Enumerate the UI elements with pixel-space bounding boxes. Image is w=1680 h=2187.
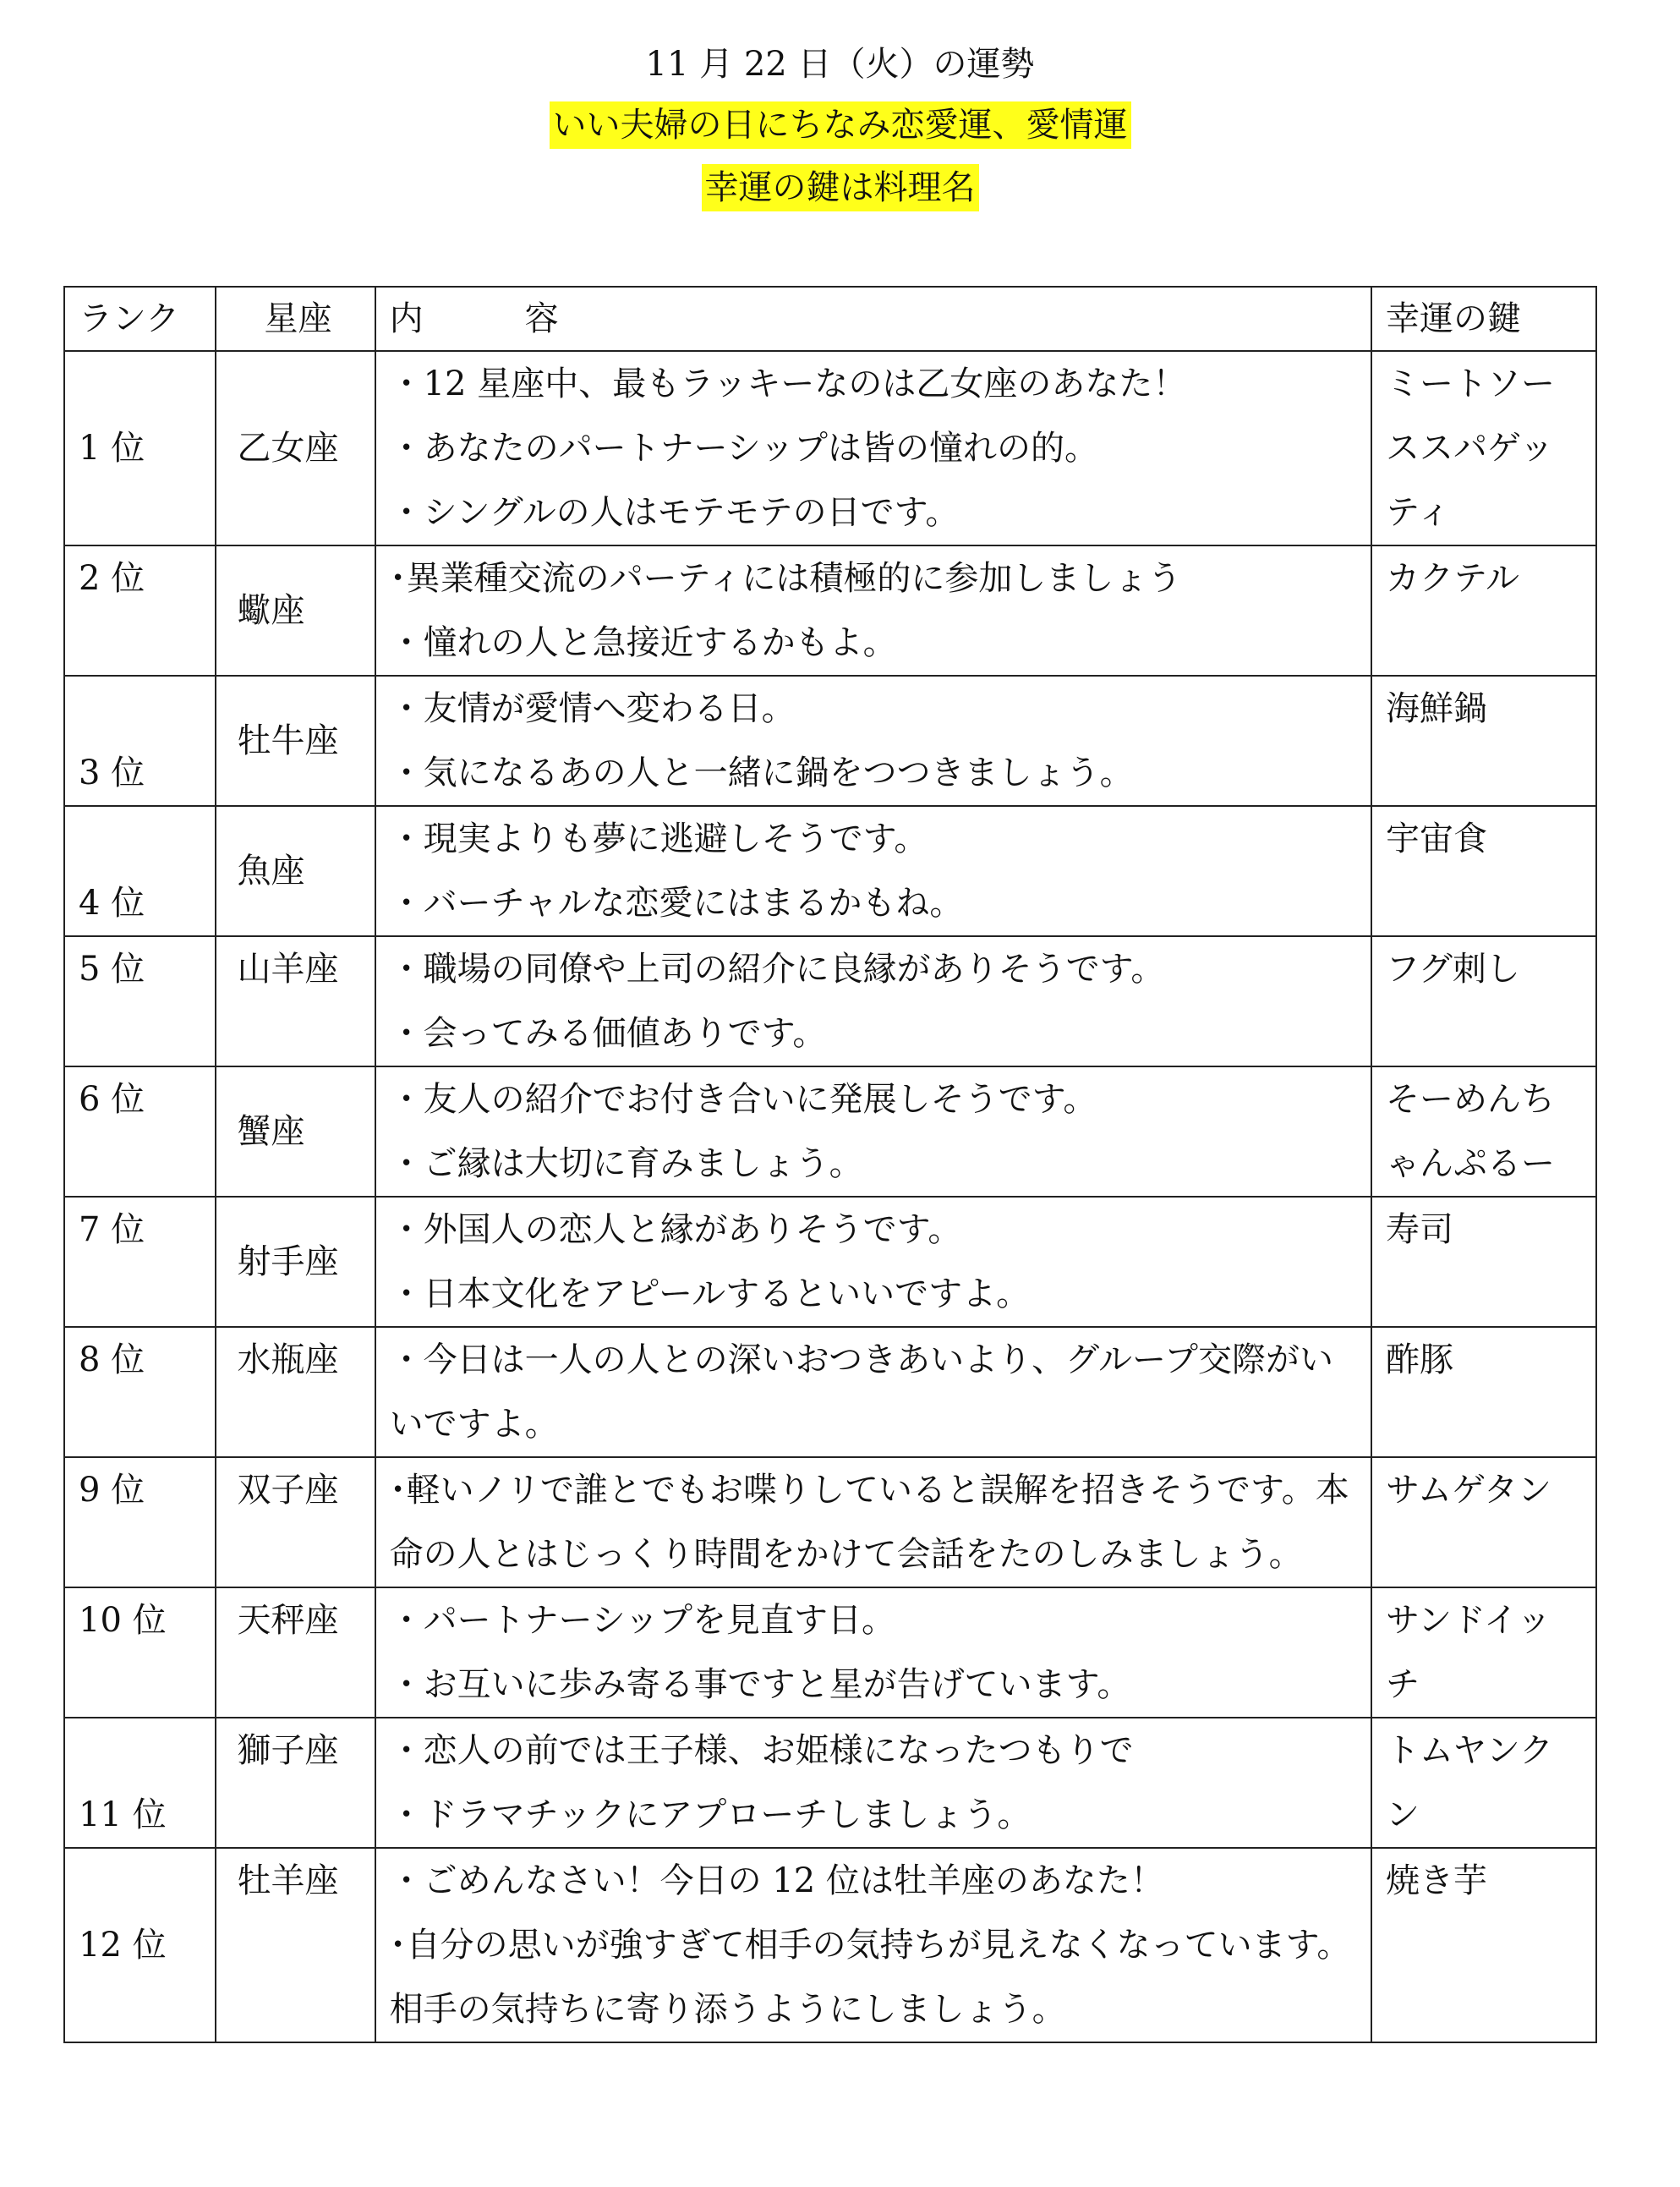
content-line: ・お互いに歩み寄る事ですと星が告げています。 bbox=[389, 1665, 1131, 1704]
page-title bbox=[0, 41, 1680, 88]
content-line: ・外国人の恋人と縁がありそうです。 bbox=[389, 1210, 962, 1249]
sign-cell: 牡牛座 bbox=[216, 676, 375, 806]
lucky-key-cell: カクテル bbox=[1371, 545, 1596, 676]
table-row bbox=[64, 936, 1596, 1066]
subtitle-lucky-key bbox=[0, 164, 1680, 211]
table-row bbox=[64, 1587, 1596, 1718]
content-line: ・バーチャルな恋愛にはまるかもね。 bbox=[389, 884, 964, 923]
content-cell bbox=[375, 1197, 1371, 1327]
lucky-key-cell: トムヤンクン bbox=[1371, 1718, 1596, 1848]
table-row bbox=[64, 1457, 1596, 1587]
content-line: ・友情が愛情へ変わる日。 bbox=[389, 689, 796, 728]
content-line: ・12 星座中、最もラッキーなのは乙女座のあなた！ bbox=[389, 364, 1187, 403]
table-header-row bbox=[64, 287, 1596, 351]
table-row bbox=[64, 1066, 1596, 1197]
sign-cell: 蟹座 bbox=[216, 1066, 375, 1197]
table-row bbox=[64, 1327, 1596, 1457]
content-line: ・憧れの人と急接近するかもよ。 bbox=[389, 623, 897, 662]
content-cell bbox=[375, 1718, 1371, 1848]
subtitle-love-fortune-text: いい夫婦の日にちなみ恋愛運、愛情運 bbox=[550, 101, 1131, 149]
header-content: 内 容 bbox=[375, 287, 1371, 351]
lucky-key-cell: 酢豚 bbox=[1371, 1327, 1596, 1457]
table-row bbox=[64, 1197, 1596, 1327]
rank-cell: 12 位 bbox=[64, 1848, 216, 2042]
content-line: ･異業種交流のパーティには積極的に参加しましょう bbox=[389, 559, 1182, 598]
content-line: ・シングルの人はモテモテの日です。 bbox=[389, 493, 960, 532]
header-rank: ランク bbox=[64, 287, 216, 351]
content-cell bbox=[375, 1587, 1371, 1718]
table-row bbox=[64, 545, 1596, 676]
content-cell bbox=[375, 1066, 1371, 1197]
rank-cell: 2 位 bbox=[64, 545, 216, 676]
lucky-key-cell: ミートソーススパゲッティ bbox=[1371, 351, 1596, 545]
rank-cell: 1 位 bbox=[64, 351, 216, 545]
rank-cell: 10 位 bbox=[64, 1587, 216, 1718]
lucky-key-cell: そーめんちゃんぷるー bbox=[1371, 1066, 1596, 1197]
content-cell bbox=[375, 936, 1371, 1066]
content-line: ・友人の紹介でお付き合いに発展しそうです。 bbox=[389, 1080, 1097, 1119]
rank-cell: 11 位 bbox=[64, 1718, 216, 1848]
content-line: ・あなたのパートナーシップは皆の憧れの的。 bbox=[389, 429, 1098, 468]
sign-cell: 双子座 bbox=[216, 1457, 375, 1587]
sign-cell: 水瓶座 bbox=[216, 1327, 375, 1457]
content-line: ・恋人の前では王子様、お姫様になったつもりで bbox=[389, 1731, 1134, 1770]
page-title-text: 11 月 22 日（火）の運勢 bbox=[645, 45, 1035, 84]
content-line: ・現実よりも夢に逃避しそうです。 bbox=[389, 819, 928, 858]
table-row bbox=[64, 1718, 1596, 1848]
rank-cell: 9 位 bbox=[64, 1457, 216, 1587]
lucky-key-cell: 焼き芋 bbox=[1371, 1848, 1596, 2042]
rank-cell: 4 位 bbox=[64, 806, 216, 936]
sign-cell: 蠍座 bbox=[216, 545, 375, 676]
table-row bbox=[64, 806, 1596, 936]
sign-cell: 山羊座 bbox=[216, 936, 375, 1066]
lucky-key-cell: フグ刺し bbox=[1371, 936, 1596, 1066]
lucky-key-cell: 海鮮鍋 bbox=[1371, 676, 1596, 806]
fortune-table bbox=[63, 286, 1597, 2043]
content-line: ・ご縁は大切に育みましょう。 bbox=[389, 1144, 863, 1183]
content-line: ・会ってみる価値ありです。 bbox=[389, 1014, 827, 1053]
rank-cell: 8 位 bbox=[64, 1327, 216, 1457]
lucky-key-cell: サンドイッチ bbox=[1371, 1587, 1596, 1718]
sign-cell: 牡羊座 bbox=[216, 1848, 375, 2042]
content-cell: ・今日は一人の人との深いおつきあいより、グループ交際がいいですよ。 bbox=[375, 1327, 1371, 1457]
content-line: ・パートナーシップを見直す日。 bbox=[389, 1601, 895, 1640]
rank-cell: 3 位 bbox=[64, 676, 216, 806]
rank-cell: 5 位 bbox=[64, 936, 216, 1066]
subtitle-love-fortune bbox=[0, 101, 1680, 149]
table-row bbox=[64, 676, 1596, 806]
rank-cell: 6 位 bbox=[64, 1066, 216, 1197]
sign-cell: 魚座 bbox=[216, 806, 375, 936]
lucky-key-cell: サムゲタン bbox=[1371, 1457, 1596, 1587]
content-line: ・ドラマチックにアプローチしましょう。 bbox=[389, 1795, 1032, 1834]
content-cell bbox=[375, 351, 1371, 545]
content-cell: ･軽いノリで誰とでもお喋りしていると誤解を招きそうです。本命の人とはじっくり時間をかけて会話をたのしみましょう。 bbox=[375, 1457, 1371, 1587]
content-line: ・気になるあの人と一緒に鍋をつつきましょう。 bbox=[389, 754, 1134, 792]
lucky-key-cell: 寿司 bbox=[1371, 1197, 1596, 1327]
content-line: ・職場の同僚や上司の紹介に良縁がありそうです。 bbox=[389, 950, 1165, 989]
content-cell bbox=[375, 806, 1371, 936]
content-cell bbox=[375, 1848, 1371, 2042]
table-row bbox=[64, 351, 1596, 545]
sign-cell: 乙女座 bbox=[216, 351, 375, 545]
content-line: ・日本文化をアピールするといいですよ。 bbox=[389, 1274, 1031, 1313]
sign-cell: 天秤座 bbox=[216, 1587, 375, 1718]
content-line: ・ごめんなさい！今日の 12 位は牡羊座のあなた！ bbox=[389, 1861, 1164, 1900]
header-sign: 星座 bbox=[216, 287, 375, 351]
subtitle-lucky-key-text: 幸運の鍵は料理名 bbox=[702, 164, 979, 211]
rank-cell: 7 位 bbox=[64, 1197, 216, 1327]
sign-cell: 獅子座 bbox=[216, 1718, 375, 1848]
sign-cell: 射手座 bbox=[216, 1197, 375, 1327]
content-line: ･自分の思いが強すぎて相手の気持ちが見えなくなっています。相手の気持ちに寄り添うようにしましょう。 bbox=[389, 1926, 1351, 2029]
lucky-key-cell: 宇宙食 bbox=[1371, 806, 1596, 936]
table-row bbox=[64, 1848, 1596, 2042]
content-cell bbox=[375, 676, 1371, 806]
content-cell bbox=[375, 545, 1371, 676]
header-lucky-key: 幸運の鍵 bbox=[1371, 287, 1596, 351]
